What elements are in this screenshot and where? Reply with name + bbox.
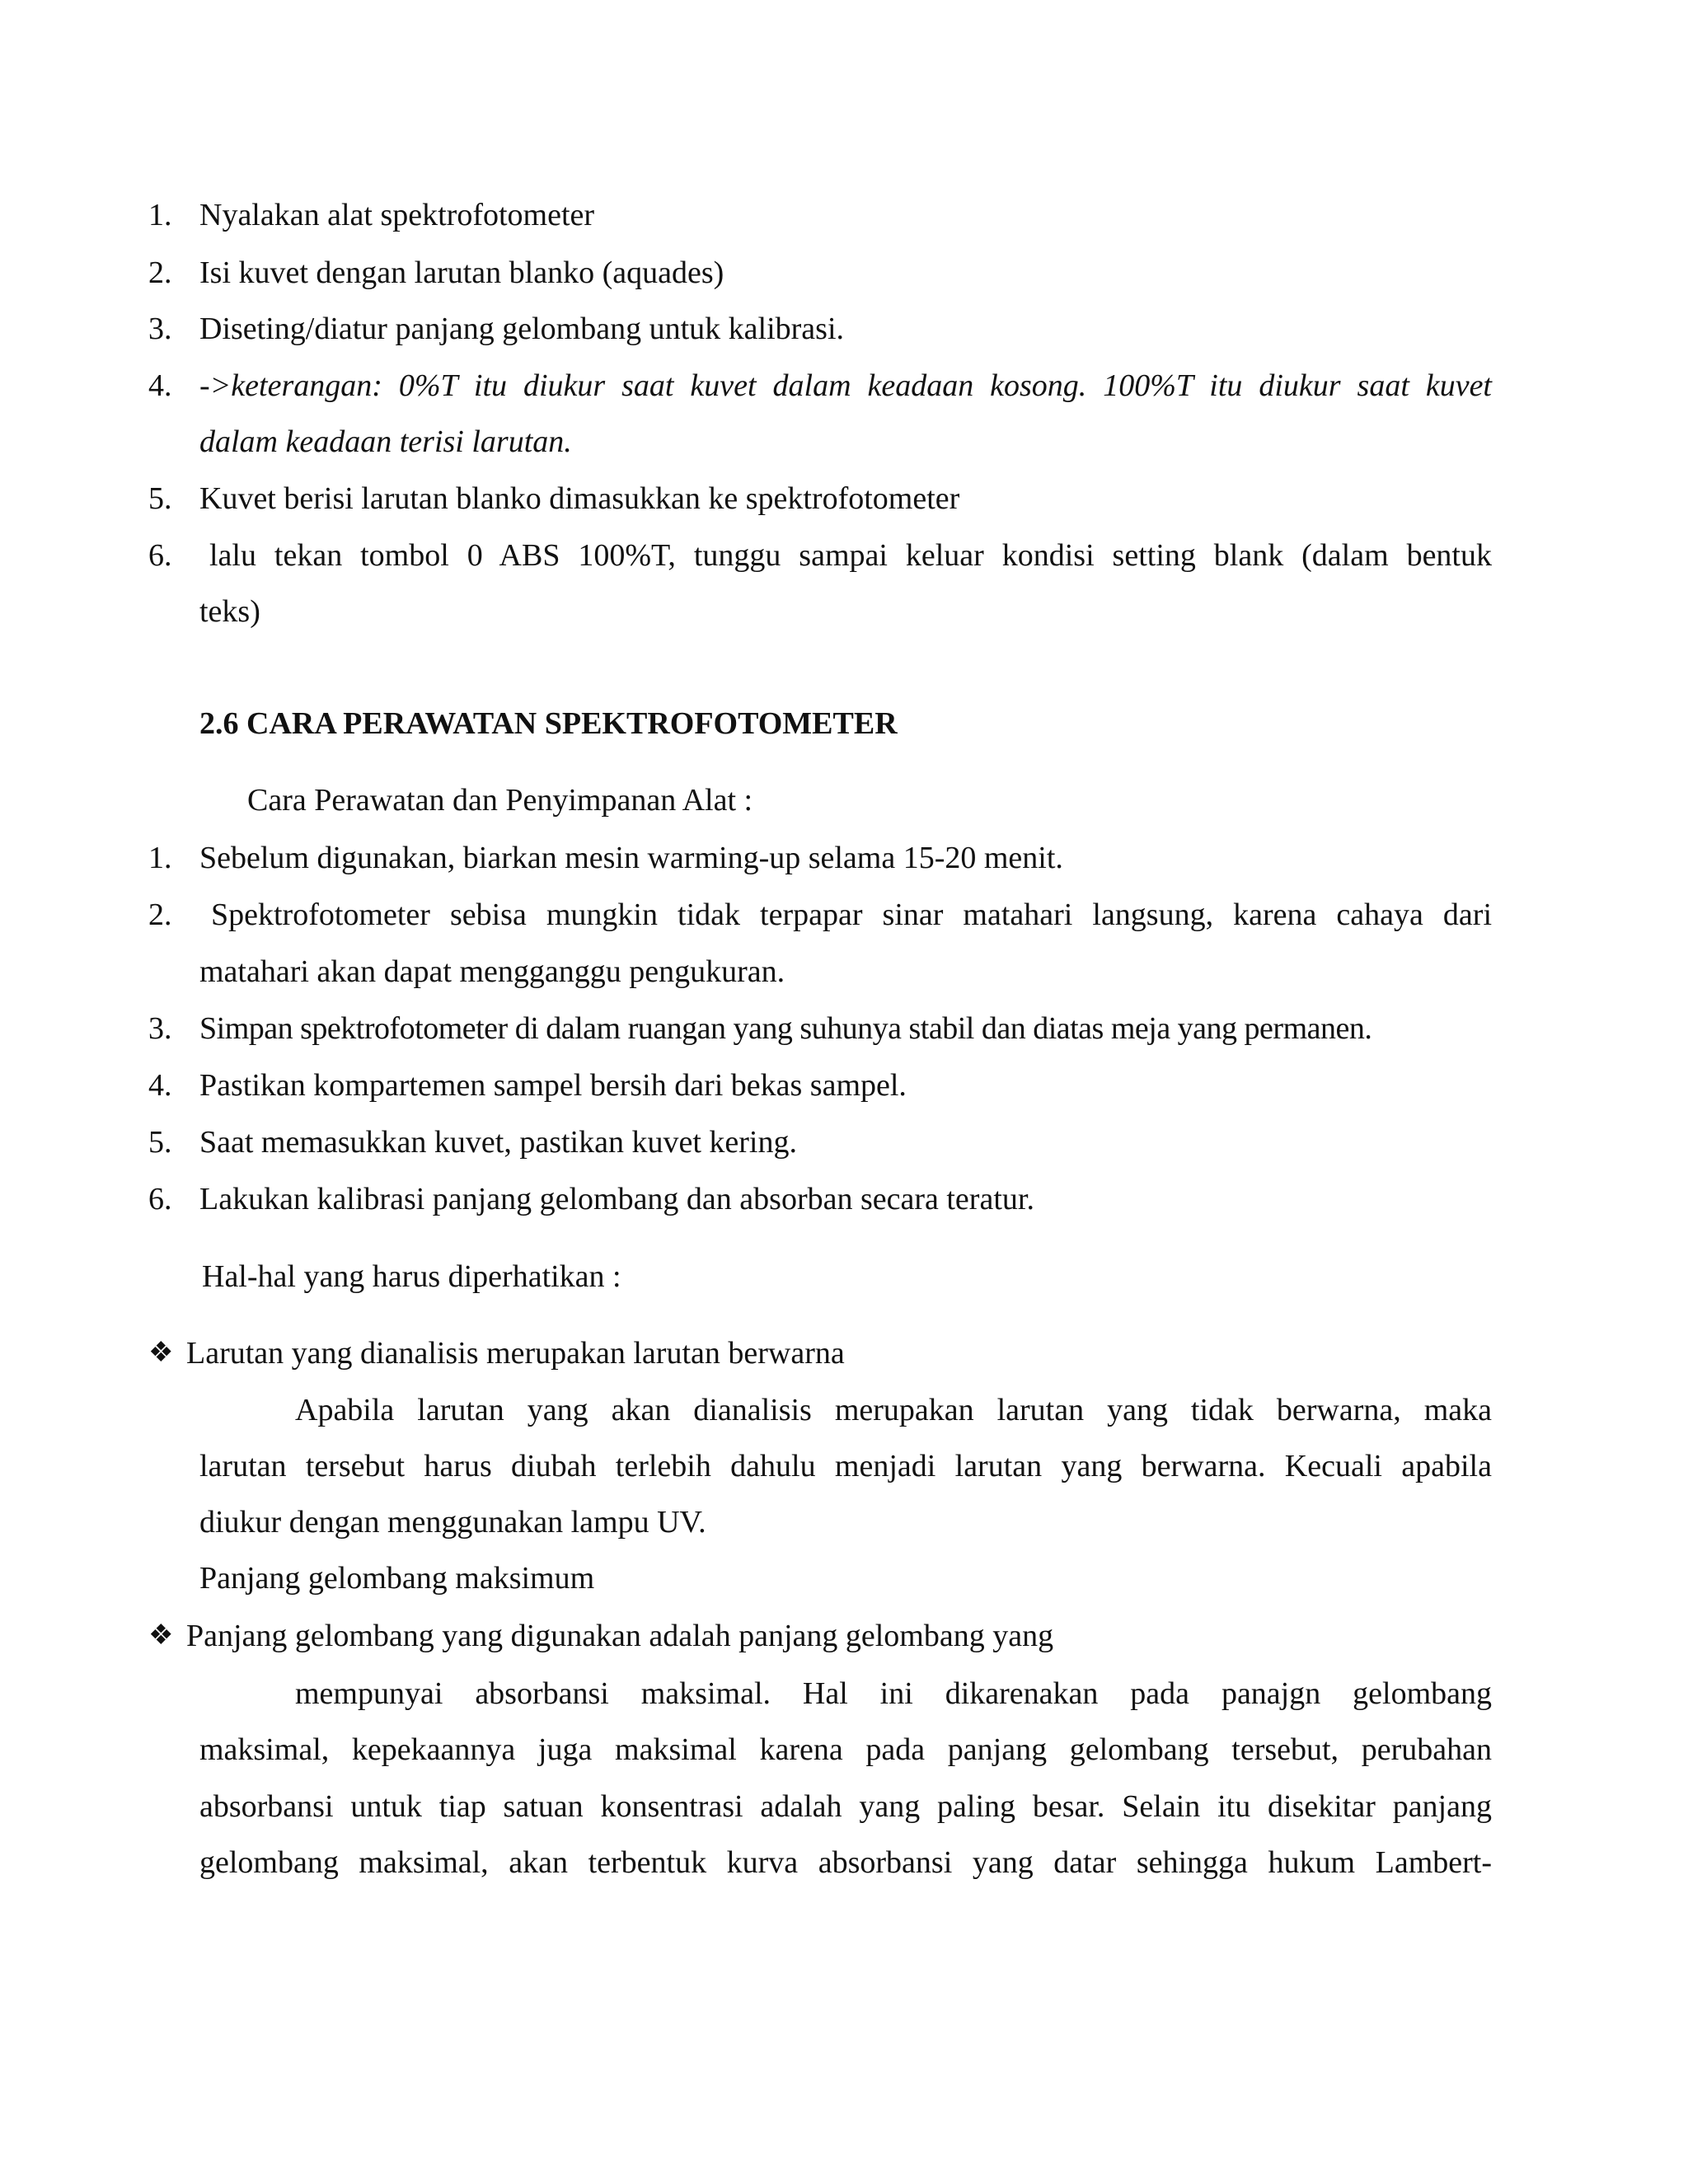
list-number: 5. xyxy=(148,1125,172,1160)
diamond-bullet-icon: ❖ xyxy=(148,1338,174,1368)
bullet-text: Panjang gelombang yang digunakan adalah panjang gelombang yang xyxy=(186,1619,1054,1653)
list-item-text: Kuvet berisi larutan blanko dimasukkan ke spektrofotometer xyxy=(199,481,960,516)
list-number: 6. xyxy=(148,1182,172,1216)
list-item-text: ->keterangan: 0%T itu diukur saat kuvet dalam keadaan kosong. 100%T itu diukur saat kuvet xyxy=(199,368,1492,403)
list-item-text-continued: teks) xyxy=(199,594,260,629)
bullet-text: Larutan yang dianalisis merupakan larutan berwarna xyxy=(186,1336,845,1371)
list-number: 1. xyxy=(148,198,172,232)
list-item-text: Pastikan kompartemen sampel bersih dari bekas sampel. xyxy=(199,1068,907,1103)
paragraph-line: gelombang maksimal, akan terbentuk kurva absorbansi yang datar sehingga hukum Lambert- xyxy=(199,1845,1492,1880)
section-intro: Cara Perawatan dan Penyimpanan Alat : xyxy=(247,783,753,818)
paragraph-line: mempunyai absorbansi maksimal. Hal ini dikarenakan pada panajgn gelombang xyxy=(295,1676,1492,1711)
list-number: 3. xyxy=(148,1011,172,1046)
list-item-text: lalu tekan tombol 0 ABS 100%T, tunggu sampai keluar kondisi setting blank (dalam bentuk xyxy=(209,538,1492,573)
paragraph-line: larutan tersebut harus diubah terlebih dahulu menjadi larutan yang berwarna. Kecuali apabila xyxy=(199,1449,1492,1483)
list-item-text-continued: matahari akan dapat mengganggu pengukuran. xyxy=(199,954,785,989)
list-item-text: Spektrofotometer sebisa mungkin tidak terpapar sinar matahari langsung, karena cahaya dari xyxy=(211,898,1492,932)
list-item-text: Saat memasukkan kuvet, pastikan kuvet kering. xyxy=(199,1125,797,1160)
list-number: 4. xyxy=(148,1068,172,1103)
list-number: 5. xyxy=(148,481,172,516)
paragraph-line: Apabila larutan yang akan dianalisis merupakan larutan yang tidak berwarna, maka xyxy=(295,1393,1492,1427)
list-number: 2. xyxy=(148,255,172,290)
list-item-text: Nyalakan alat spektrofotometer xyxy=(199,198,595,232)
section-heading: 2.6 CARA PERAWATAN SPEKTROFOTOMETER xyxy=(199,706,898,741)
paragraph-line: maksimal, kepekaannya juga maksimal karena pada panjang gelombang tersebut, perubahan xyxy=(199,1732,1492,1767)
list-item-text: Simpan spektrofotometer di dalam ruangan yang suhunya stabil dan diatas meja yang permanen. xyxy=(199,1011,1372,1046)
list-number: 2. xyxy=(148,898,172,932)
list-number: 4. xyxy=(148,368,172,403)
list-item-text: Diseting/diatur panjang gelombang untuk kalibrasi. xyxy=(199,312,845,346)
paragraph-line: diukur dengan menggunakan lampu UV. xyxy=(199,1505,706,1540)
notes-title: Hal-hal yang harus diperhatikan : xyxy=(202,1259,621,1294)
list-number: 6. xyxy=(148,538,172,573)
list-item-text: Sebelum digunakan, biarkan mesin warming-up selama 15-20 menit. xyxy=(199,841,1063,875)
sub-heading: Panjang gelombang maksimum xyxy=(199,1561,595,1596)
list-item-text: Lakukan kalibrasi panjang gelombang dan absorban secara teratur. xyxy=(199,1182,1034,1216)
list-number: 3. xyxy=(148,312,172,346)
diamond-bullet-icon: ❖ xyxy=(148,1620,174,1651)
list-item-text-continued: dalam keadaan terisi larutan. xyxy=(199,424,572,459)
list-number: 1. xyxy=(148,841,172,875)
list-item-text: Isi kuvet dengan larutan blanko (aquades) xyxy=(199,255,724,290)
paragraph-line: absorbansi untuk tiap satuan konsentrasi adalah yang paling besar. Selain itu disekitar panjang xyxy=(199,1789,1492,1824)
